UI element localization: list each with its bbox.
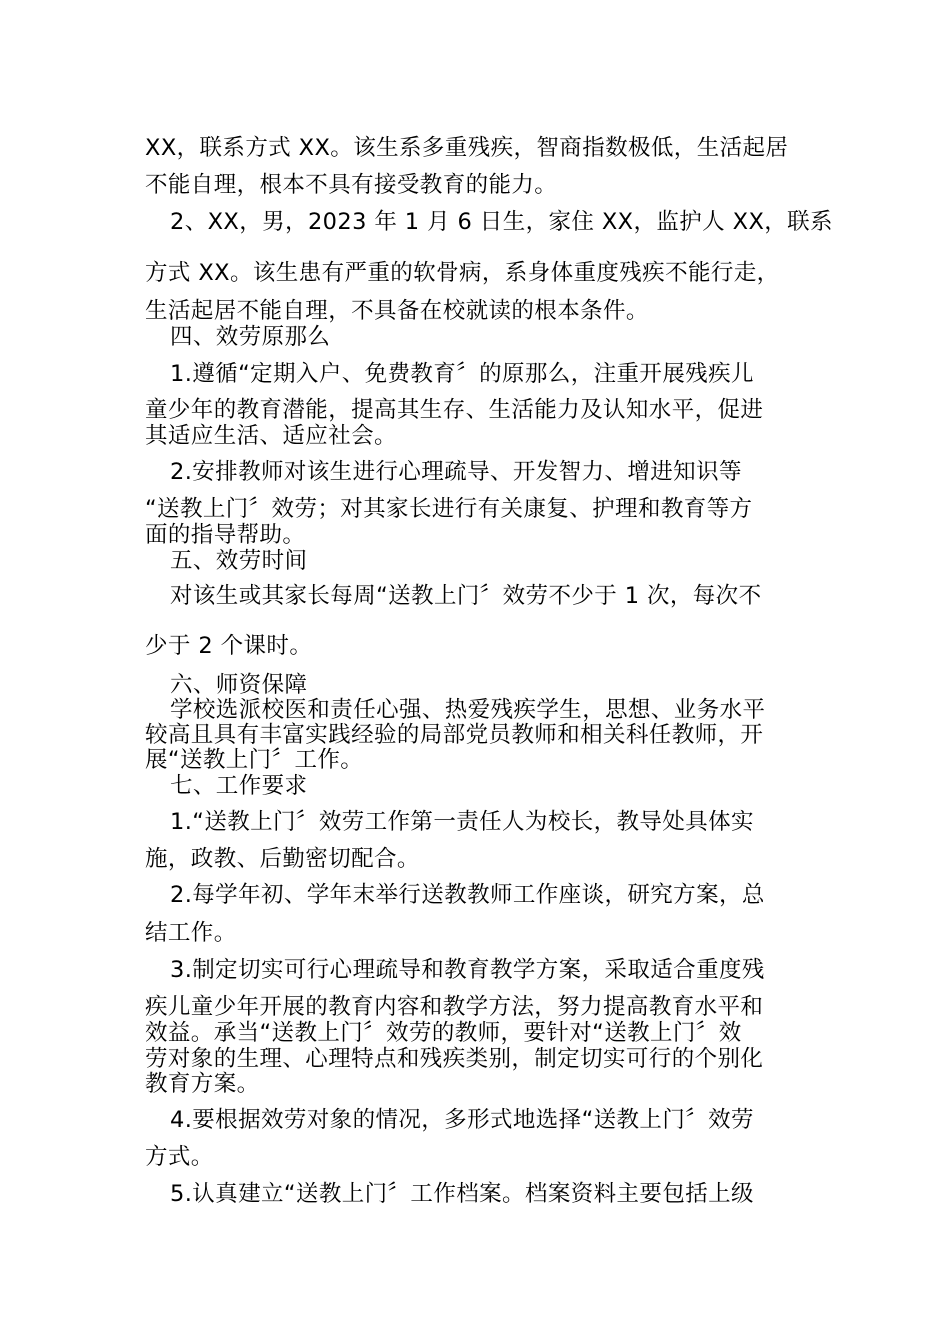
text-line: 1.遵循“定期入户、免费教育〞的原那么，注重开展残疾儿 [170,361,754,387]
text-line: 2.安排教师对该生进行心理疏导、开发智力、增进知识等 [170,459,742,485]
text-line: 展“送教上门〞工作。 [145,747,364,773]
text-line: 4.要根据效劳对象的情况，多形式地选择“送教上门〞效劳 [170,1107,754,1133]
text-line: 方式。 [145,1144,214,1170]
text-line: 生活起居不能自理，不具备在校就读的根本条件。 [145,298,649,324]
section-heading: 四、效劳原那么 [170,324,331,350]
text-line: 疾儿童少年开展的教育内容和教学方法，努力提高教育水平和 [145,994,764,1020]
text-line: 少于 2 个课时。 [145,633,313,659]
text-line: 5.认真建立“送教上门〞工作档案。档案资料主要包括上级 [170,1181,754,1207]
text-line: 学校选派校医和责任心强、热爱残疾学生，思想、业务水平 [170,697,766,723]
text-line: 1.“送教上门〞效劳工作第一责任人为校长，教导处具体实 [170,809,754,835]
text-line: 效益。承当“送教上门〞效劳的教师，要针对“送教上门〞效 [145,1020,742,1046]
text-line: 教育方案。 [145,1071,260,1097]
text-line: 其适应生活、适应社会。 [145,423,397,449]
text-line: 施，政教、后勤密切配合。 [145,846,420,872]
section-heading: 七、工作要求 [170,773,308,799]
text-line: 对该生或其家长每周“送教上门〞效劳不少于 1 次，每次不 [170,583,762,609]
section-heading: 五、效劳时间 [170,548,308,574]
text-line: “送教上门〞效劳；对其家长进行有关康复、护理和教育等方 [145,496,753,522]
text-line: 不能自理，根本不具有接受教育的能力。 [145,172,558,198]
text-line: 面的指导帮助。 [145,522,306,548]
text-line: 2.每学年初、学年末举行送教教师工作座谈，研究方案，总 [170,882,765,908]
text-line: 较高且具有丰富实践经验的局部党员教师和相关科任教师，开 [145,722,764,748]
text-line: 2、XX，男，2023 年 1 月 6 日生，家住 XX，监护人 XX，联系 [170,209,833,235]
text-line: 童少年的教育潜能，提高其生存、生活能力及认知水平，促进 [145,397,764,423]
text-line: 结工作。 [145,920,237,946]
text-line: 3.制定切实可行心理疏导和教育教学方案，采取适合重度残 [170,957,765,983]
text-line: 劳对象的生理、心理特点和残疾类别，制定切实可行的个别化 [145,1046,764,1072]
text-line: XX，联系方式 XX。该生系多重残疾，智商指数极低，生活起居 [145,135,789,161]
section-heading: 六、师资保障 [170,672,308,698]
text-line: 方式 XX。该生患有严重的软骨病，系身体重度残疾不能行走， [145,260,780,286]
